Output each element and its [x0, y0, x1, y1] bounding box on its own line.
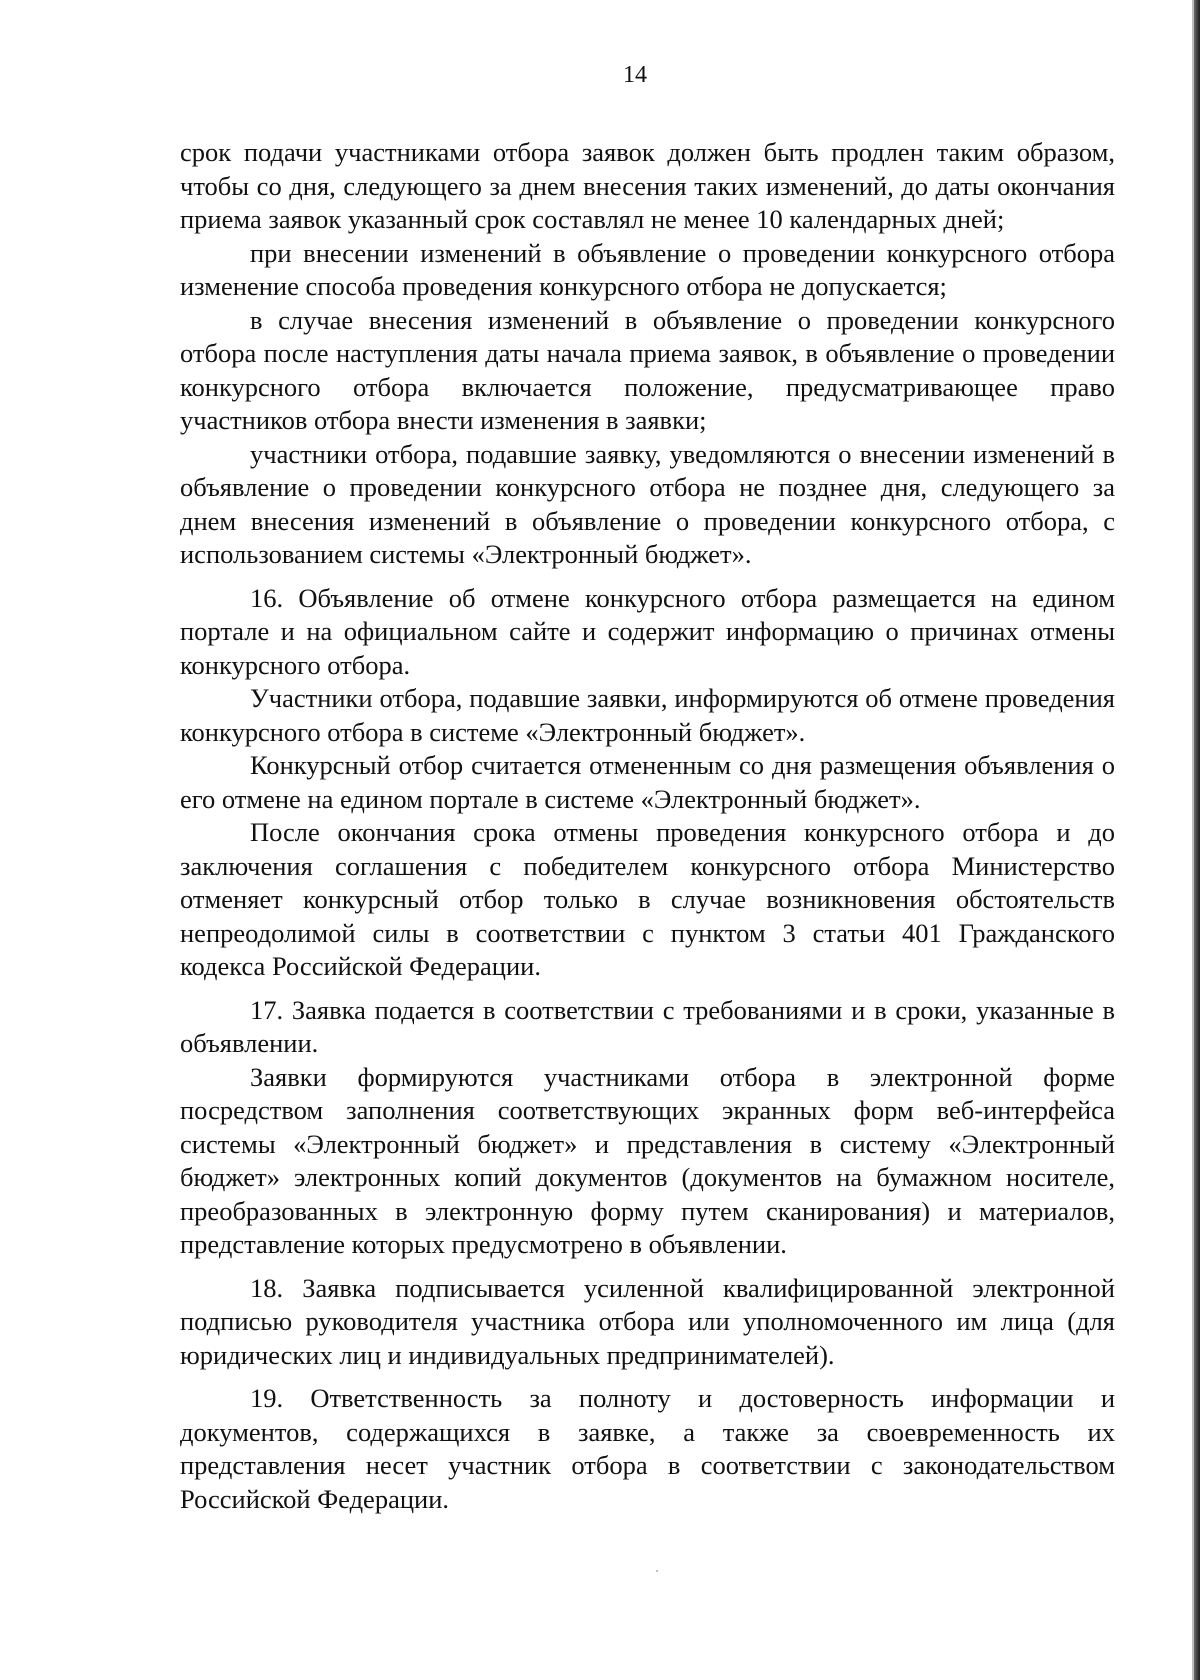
scan-speck [656, 1570, 658, 1572]
document-body [180, 136, 1115, 1516]
paragraph-changes-after-start: в случае внесения изменений в объявление о проведении конкурсного отбора после наступления даты начала приема заявок, в объявление о проведении конкурсного отбора включается положение, предусматривающее право участников отбора внести изменения в заявки; [180, 304, 1115, 435]
paragraph-19-responsibility: 19. Ответственность за полноту и достоверность информации и документов, содержащихся в заявке, а также за своевременность их представления несет участник отбора в соответствии с законодательством Российской Федерации. [180, 1383, 1115, 1514]
paragraph-continuation: срок подачи участниками отбора заявок должен быть продлен таким образом, чтобы со дня, следующего за днем внесения таких изменений, до даты окончания приема заявок указанный срок составлял не менее 10 календарных дней; [180, 137, 1115, 234]
paragraph-notify-participants: участники отбора, подавшие заявку, уведомляются о внесении изменений в объявление о проведении конкурсного отбора не позднее дня, следующего за днем внесения изменений в объявление о проведении конкурсного отбора, с использованием системы «Электронный бюджет». [180, 438, 1115, 569]
page-number: 14 [623, 62, 647, 88]
paragraph-16-cancellation: 16. Объявление об отмене конкурсного отбора размещается на едином портале и на официальном сайте и содержит информацию о причинах отмены конкурсного отбора. [180, 582, 1115, 680]
scan-edge [1194, 0, 1200, 1680]
paragraph-change-method: при внесении изменений в объявление о проведении конкурсного отбора изменение способа проведения конкурсного отбора не допускается; [180, 237, 1115, 301]
paragraph-17-application: 17. Заявка подается в соответствии с требованиями и в сроки, указанные в объявлении. [180, 994, 1115, 1058]
paragraph-participants-informed: Участники отбора, подавшие заявки, информируются об отмене проведения конкурсного отбора в системе «Электронный бюджет». [180, 683, 1115, 747]
paragraph-applications-formed: Заявки формируются участниками отбора в электронной форме посредством заполнения соответствующих экранных форм веб-интерфейса системы «Электронный бюджет» и представления в систему «Электронный бюджет» электронных копий документов (документов на бумажном носителе, преобразованных в электронную форму путем сканирования) и материалов, представление которых предусмотрено в объявлении. [180, 1061, 1115, 1259]
paragraph-cancelled-date: Конкурсный отбор считается отмененным со дня размещения объявления о его отмене на едином портале в системе «Электронный бюджет». [180, 750, 1115, 814]
paragraph-force-majeure: После окончания срока отмены проведения конкурсного отбора и до заключения соглашения с победителем конкурсного отбора Министерство отменяет конкурсный отбор только в случае возникновения обстоятельств непреодолимой силы в соответствии с пунктом 3 статьи 401 Гражданского кодекса Российской Федерации. [180, 817, 1115, 981]
paragraph-18-signature: 18. Заявка подписывается усиленной квалифицированной электронной подписью руководителя участника отбора или уполномоченного им лица (для юридических лиц и индивидуальных предпринимателей). [180, 1272, 1115, 1370]
page-number-container [0, 62, 1200, 89]
